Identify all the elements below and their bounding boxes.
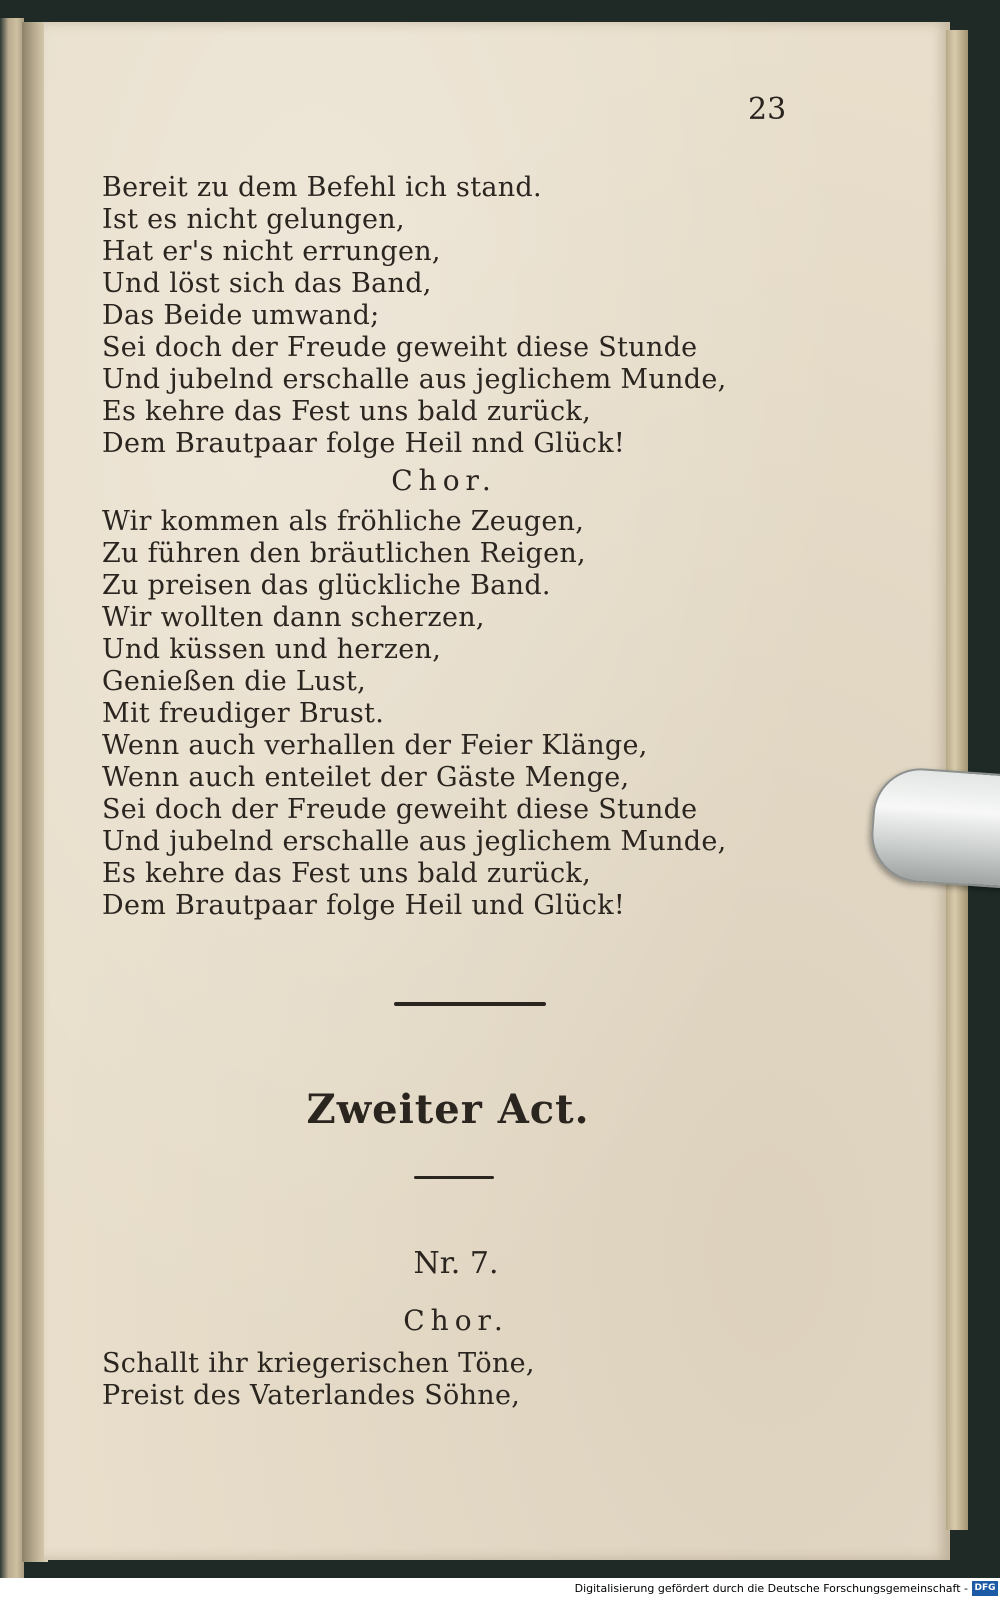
verse-line: Hat er's nicht errungen,	[102, 236, 441, 267]
verse-line: Schallt ihr kriegerischen Töne,	[102, 1348, 535, 1379]
verse-line: Und jubelnd erschalle aus jeglichem Munde,	[102, 364, 727, 395]
verse-line: Es kehre das Fest uns bald zurück,	[102, 396, 591, 427]
footer-bar	[0, 1578, 1000, 1602]
verse-line: Bereit zu dem Befehl ich stand.	[102, 172, 542, 203]
verse-line: Ist es nicht gelungen,	[102, 204, 405, 235]
chor-heading: Chor.	[391, 464, 497, 497]
verse-line: Sei doch der Freude geweiht diese Stunde	[102, 794, 698, 825]
page-number: 23	[748, 92, 787, 127]
verse-line: Und löst sich das Band,	[102, 268, 432, 299]
dfg-logo: DFG	[972, 1581, 998, 1596]
verse-line: Es kehre das Fest uns bald zurück,	[102, 858, 591, 889]
act-title: Zweiter Act.	[306, 1086, 590, 1133]
verse-line: Genießen die Lust,	[102, 666, 367, 697]
verse-line: Wir wollten dann scherzen,	[102, 602, 485, 633]
section-divider	[394, 1002, 546, 1006]
verse-line: Dem Brautpaar folge Heil nnd Glück!	[102, 428, 626, 459]
verse-line: Dem Brautpaar folge Heil und Glück!	[102, 890, 626, 921]
verse-line: Wir kommen als fröhliche Zeugen,	[102, 506, 585, 537]
verse-line: Wenn auch enteilet der Gäste Menge,	[102, 762, 630, 793]
verse-line: Zu führen den bräutlichen Reigen,	[102, 538, 586, 569]
number-heading: Nr. 7.	[413, 1246, 499, 1281]
verse-line: Mit freudiger Brust.	[102, 698, 385, 729]
verse-line: Preist des Vaterlandes Söhne,	[102, 1380, 521, 1411]
verse-line: Und küssen und herzen,	[102, 634, 442, 665]
book-left-edge	[0, 18, 24, 1578]
verse-line: Das Beide umwand;	[102, 300, 380, 331]
verse-line: Und jubelnd erschalle aus jeglichem Munde,	[102, 826, 727, 857]
chor-heading: Chor.	[403, 1304, 509, 1337]
footer-credit: Digitalisierung gefördert durch die Deutsche Forschungsgemeinschaft -	[574, 1582, 968, 1595]
verse-line: Wenn auch verhallen der Feier Klänge,	[102, 730, 648, 761]
verse-line: Zu preisen das glückliche Band.	[102, 570, 551, 601]
verse-line: Sei doch der Freude geweiht diese Stunde	[102, 332, 698, 363]
page-clip	[868, 765, 1000, 889]
short-rule	[414, 1176, 494, 1179]
